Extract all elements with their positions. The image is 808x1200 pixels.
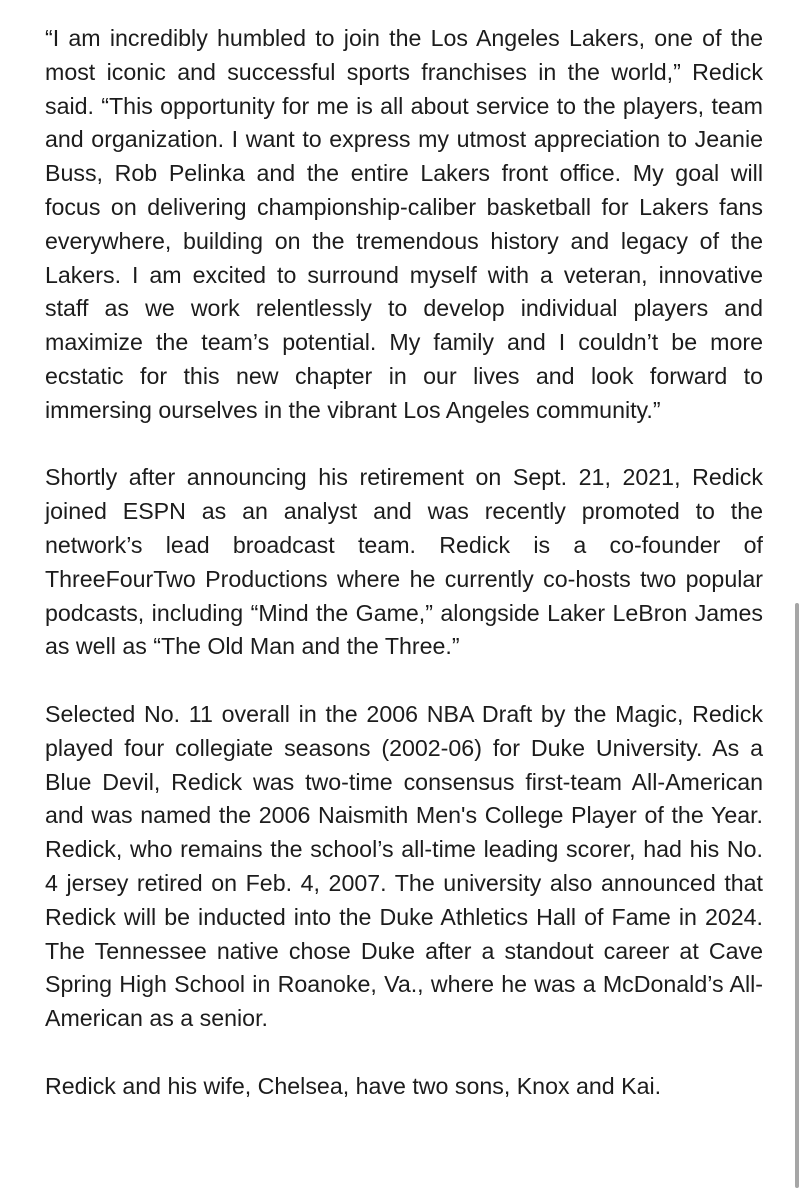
paragraph-redick-quote: “I am incredibly humbled to join the Los Angeles Lakers, one of the most iconic and successful sports franchises in the world,” Redick said. “This opportunity for me is all about service to the players, team and organization. I want to express my utmost appreciation to Jeanie Buss, Rob Pelinka and the entire Lakers front office. My goal will focus on delivering championship-caliber basketball for Lakers fans everywhere, building on the tremendous history and legacy of the Lakers. I am excited to surround myself with a veteran, innovative staff as we work relentlessly to develop individual players and maximize the team’s potential. My family and I couldn’t be more ecstatic for this new chapter in our lives and look forward to immersing ourselves in the vibrant Los Angeles community.” <box>45 25 763 423</box>
article-body <box>45 22 763 1104</box>
vertical-scrollbar[interactable] <box>795 603 799 1188</box>
paragraph-duke-career: Selected No. 11 overall in the 2006 NBA Draft by the Magic, Redick played four collegiate seasons (2002-06) for Duke University. As a Blue Devil, Redick was two-time consensus first-team All-American and was named the 2006 Naismith Men's College Player of the Year. Redick, who remains the school’s all-time leading scorer, had his No. 4 jersey retired on Feb. 4, 2007. The university also announced that Redick will be inducted into the Duke Athletics Hall of Fame in 2024. The Tennessee native chose Duke after a standout career at Cave Spring High School in Roanoke, Va., where he was a McDonald’s All-American as a senior. <box>45 700 763 1032</box>
paragraph-espn-career: Shortly after announcing his retirement on Sept. 21, 2021, Redick joined ESPN as an analyst and was recently promoted to the network’s lead broadcast team. Redick is a co-founder of ThreeFourTwo Productions where he currently co-hosts two popular podcasts, including “Mind the Game,” alongside Laker LeBron James as well as “The Old Man and the Three.” <box>45 464 763 660</box>
paragraph-family: Redick and his wife, Chelsea, have two sons, Knox and Kai. <box>45 1072 662 1099</box>
